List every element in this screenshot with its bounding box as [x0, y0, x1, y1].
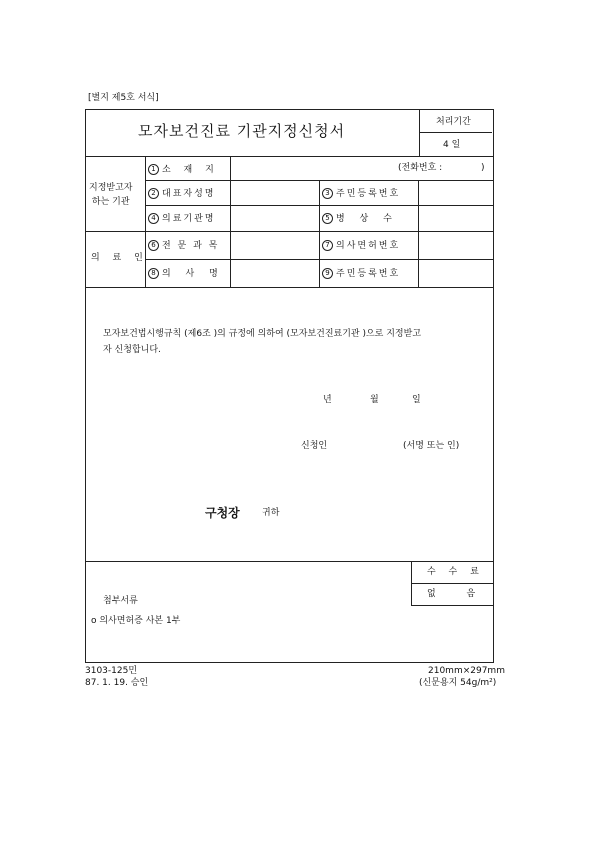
beds-label: 5 병 상 수	[322, 213, 398, 224]
rep-id-label: 3 주민등록번호	[322, 188, 400, 199]
form-frame	[85, 109, 494, 663]
doctor-section-label: 의 료 인	[91, 253, 148, 263]
approval-date: 87. 1. 19. 승인	[85, 678, 149, 688]
applicant-label: 신청인	[301, 441, 328, 451]
signature-label: (서명 또는 인)	[403, 441, 460, 451]
institution-name-label: 4 의료기관명	[148, 213, 215, 224]
specialty-label: 6 전 문 과 목	[148, 240, 219, 251]
attachments-title: 첨부서류	[103, 596, 138, 606]
request-statement: 모자보건법시행규칙 (제6조 )의 규정에 의하여 (모자보건진료기관 )으로 지정받고	[103, 329, 422, 339]
attachment-item: o 의사면허증 사본 1부	[91, 616, 181, 626]
fee-value: 없 음	[427, 589, 490, 599]
paper-type: (신문용지 54g/m²)	[419, 678, 497, 688]
location-label: 1 소 재 지	[148, 164, 219, 175]
form-title: 모자보건진료 기관지정신청서	[138, 122, 346, 140]
phone-label: (전화번호 :	[398, 163, 443, 173]
license-label: 7 의사면허번호	[322, 240, 400, 251]
circled-number: 1	[148, 164, 159, 175]
date-month: 월	[370, 395, 379, 405]
honorific: 귀하	[262, 508, 280, 518]
form-code: 3103-125민	[85, 666, 138, 676]
request-statement-cont: 자 신청합니다.	[103, 345, 161, 355]
doctor-name-label: 8 의 사 명	[148, 268, 224, 279]
processing-period-value: 4 일	[443, 140, 461, 150]
form-number: [별지 제5호 서식]	[88, 93, 159, 103]
doctor-id-label: 9 주민등록번호	[322, 268, 400, 279]
processing-period-label: 처리기간	[436, 117, 471, 127]
date-year: 년	[323, 395, 332, 405]
recipient: 구청장	[205, 506, 240, 520]
date-day: 일	[412, 395, 421, 405]
designee-section-label: 지정받고자 하는 기관	[89, 183, 133, 207]
fee-label: 수 수 료	[427, 567, 484, 577]
paper-size: 210mm×297mm	[428, 666, 505, 676]
phone-close: )	[481, 163, 485, 173]
rep-name-label: 2 대표자성명	[148, 188, 215, 199]
